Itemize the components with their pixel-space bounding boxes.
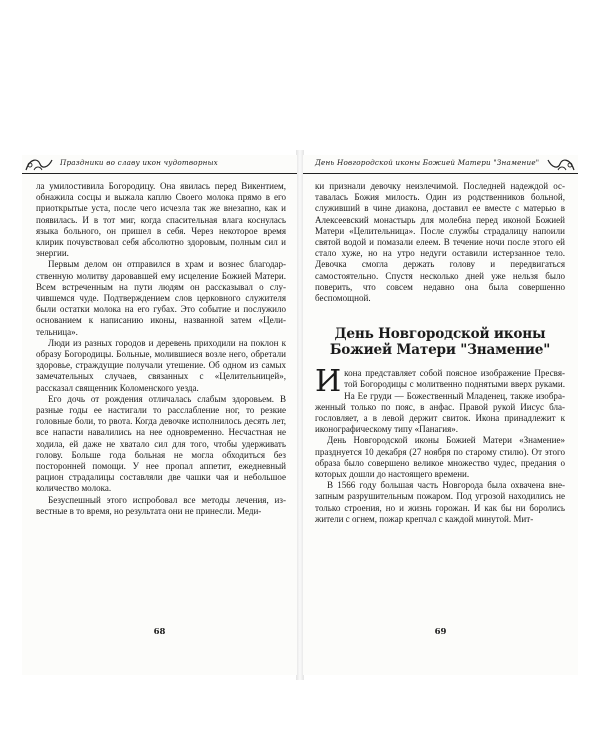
running-header-text: Праздники во славу икон чудотворных xyxy=(60,158,218,167)
first-paragraph xyxy=(315,364,565,435)
scroll-flourish-icon xyxy=(546,156,576,172)
paragraph: ла умилостивила Богородицу. Она явилась перед Викентием, обнажила сосцы и выжала каплю Своего молока прямо в его приоткрытые уста, после чего исчезла так же внезапно, как и появилась. И в тот миг, когда спасительная влага коснулась языка больного, он пришел в себя. Через некоторое время клирик почувствовал себя абсолютно здоровым, полным сил и энергии. xyxy=(36,181,286,259)
right-text-column xyxy=(315,181,565,525)
paragraph: кона представляет собой поясное изображение Пресвятой Богородицы с молитвенно поднятыми вверх руками. На Ее груди — Божественный Младенец, также изображенный только по пояс, в анфас. Правой рукой Иисус благословляет, а в левой держит свиток. Икона принадлежит к иконографическому типу «Панагия». xyxy=(315,368,565,435)
right-running-header xyxy=(303,155,578,174)
left-running-header xyxy=(22,155,297,174)
left-page xyxy=(22,155,297,675)
right-page xyxy=(303,155,578,675)
section-title xyxy=(315,326,565,358)
paragraph: В 1566 году большая часть Новгорода была охвачена внезапным разрушительным пожаром. Под угрозой находились не только строения, но и жизнь горожан. И как бы ни боролись жители с огнем, пожар крепчал с каждой минутой. Мит- xyxy=(315,480,565,524)
page-number: 68 xyxy=(153,627,166,637)
scroll-flourish-icon xyxy=(24,156,54,172)
paragraph: ки признали девочку неизлечимой. Последней надеждой оставалась Божия милость. Один из родственников больной, служивший в чине диакона, доставил ее вместе с матерью в Алексеевский монастырь для молебна перед иконой Божией Матери «Целительница». После службы страдалицу напоили святой водой и помазали елеем. В течение ночи после этого ей стало хуже, но на утро недуги оставили истерзанное тело. Девочка смогла держать голову и передвигаться самостоятельно. Спустя несколько дней уже нельзя было поверить, что совсем недавно она была совершенно беспомощной. xyxy=(315,181,565,304)
page-number: 69 xyxy=(434,627,447,637)
drop-cap: И xyxy=(315,364,342,400)
paragraph: Первым делом он отправился в храм и вознес благодарственную молитву даровавшей ему исцеление Божией Матери. Всем встреченным на пути людям он рассказывал о случившемся чуде. Подтверждением слов церковного служителя были остатки молока на его губах. Это событие и послужило основанием к написанию иконы, названной затем «Целительница». xyxy=(36,259,286,337)
paragraph: Его дочь от рождения отличалась слабым здоровьем. В разные годы ее настигали то расслабление ног, то резкие головные боли, то рвота. Когда девочке исполнилось десять лет, все напасти навалились на нее одновременно. Несчастная не ходила, ей даже не хватало сил для того, чтобы удерживать голову. Больше года больная не могла обходиться без посторонней помощи. У нее пропал аппетит, ежедневный рацион страдалицы составляли две чашки чая и небольшое количество молока. xyxy=(36,393,286,494)
running-header-text: День Новгородской иконы Божией Матери "Знамение" xyxy=(315,158,540,167)
paragraph: Безуспешный этого испробовал все методы лечения, известные в то время, но результата они не принесли. Меди- xyxy=(36,494,286,516)
section-title-line: День Новгородской иконы xyxy=(334,326,546,343)
paragraph: День Новгородской иконы Божией Матери «Знамение» празднуется 10 декабря (27 ноября по старому стилю). От этого образа было совершено великое множество чудес, предания о которых дошли до настоящего времени. xyxy=(315,435,565,480)
left-text-column xyxy=(36,181,286,517)
section-title-line: Божией Матери "Знамение" xyxy=(329,342,551,359)
paragraph: Люди из разных городов и деревень приходили на поклон к образу Богородицы. Больные, молившиеся возле него, обретали здоровье, страждущие получали утешение. Об одном из самых замечательных случаев, связанных с «Целительницей», рассказал священник Коломенского уезда. xyxy=(36,337,286,393)
